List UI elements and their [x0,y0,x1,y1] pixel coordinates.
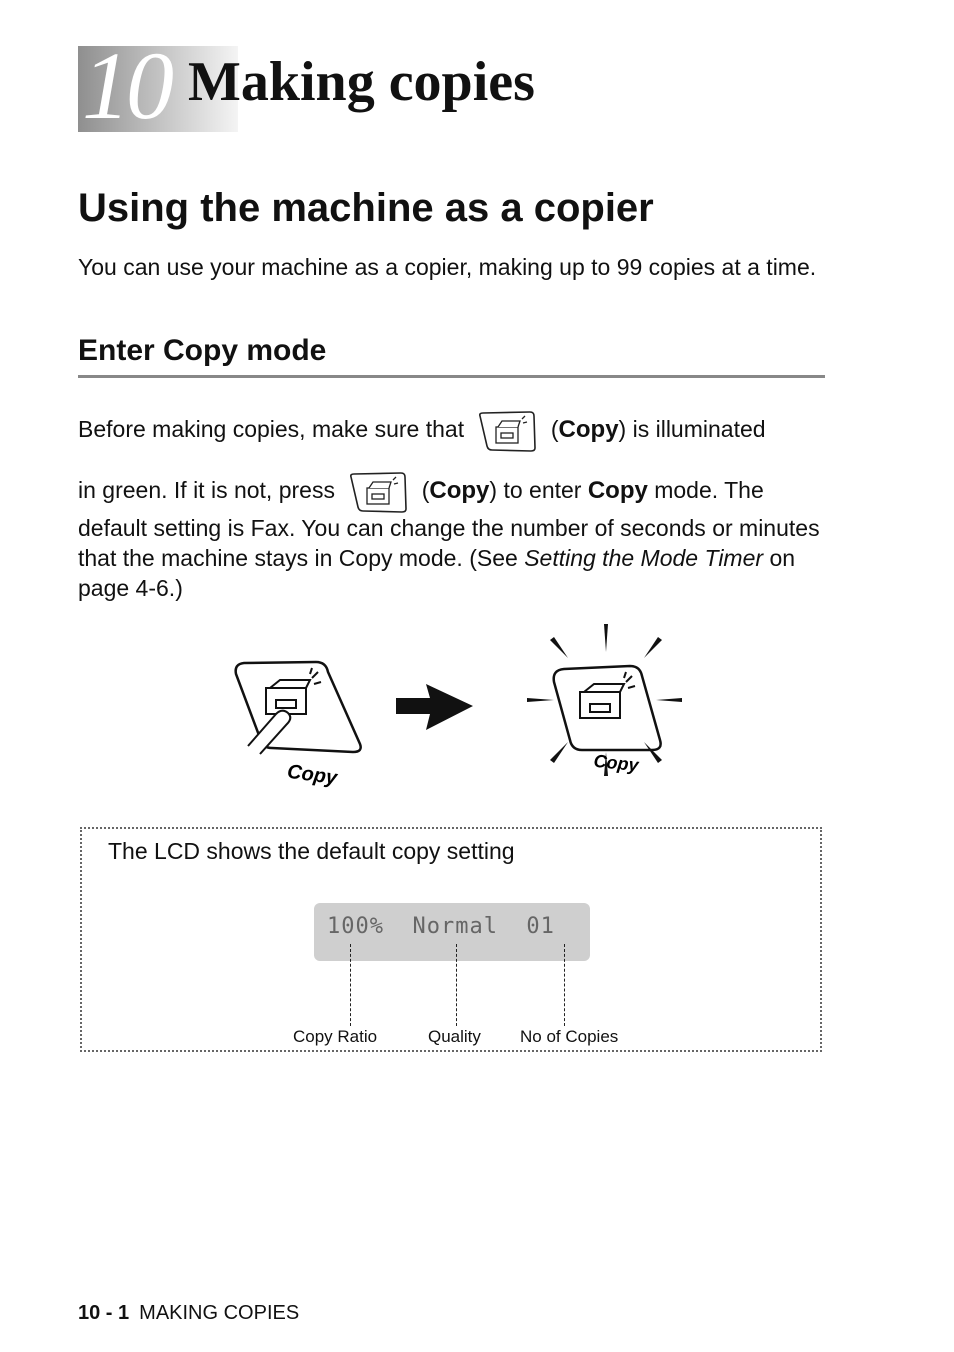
line1-tail: ) is illuminated [618,416,766,443]
copy-key-label: Copy [558,416,619,444]
cross-reference: Setting the Mode Timer [524,545,764,571]
intro-paragraph: You can use your machine as a copier, making up to 99 copies at a time. [78,254,817,280]
footer-chapter: MAKING COPIES [139,1302,300,1324]
copy-key-label: Copy [429,477,490,505]
section-title: Using the machine as a copier [78,186,654,230]
copy-key-icon [476,410,538,452]
line1-text: Before making copies, make sure that [78,416,465,443]
copy-key-before-icon [236,662,361,754]
leader-line-quality [456,944,457,1026]
lcd-display-text: 100% Normal 01 [327,914,555,939]
copy-key-before-label: Copy [285,760,339,790]
page-footer [78,1301,299,1325]
label-copy-ratio: Copy Ratio [293,1027,378,1046]
right-arrow-icon [396,684,473,730]
leader-line-copies [564,944,565,1026]
rest-text: default setting is Fax. You can change the number of seconds or minutes that the machine stays in Copy mode. (See [78,515,820,571]
label-quality: Quality [428,1027,481,1046]
copy-key-after-label: Copy [592,750,640,776]
leader-line-ratio [350,944,351,1026]
lcd-caption: The LCD shows the default copy setting [108,838,515,864]
line2-mid: ) to enter [489,477,582,504]
label-no-of-copies: No of Copies [520,1027,619,1046]
copy-key-icon [347,471,409,513]
line2-text: in green. If it is not, press [78,477,335,504]
heading-rule [78,375,825,378]
rest-tail: on page 4-6.) [78,545,796,601]
subsection-title: Enter Copy mode [78,334,327,367]
page-number: 10 - 1 [78,1302,130,1324]
copy-mode-label: Copy [587,477,648,505]
copy-key-illustration [220,618,700,798]
chapter-number: 10 [82,32,170,139]
paragraph-line-1 [78,410,766,452]
paren-open: ( [421,477,430,504]
paragraph-rest [78,513,838,603]
chapter-title: Making copies [188,51,535,113]
paragraph-line-2 [78,471,764,513]
paren-open: ( [550,416,559,443]
line2-tail: mode. The [654,477,764,504]
